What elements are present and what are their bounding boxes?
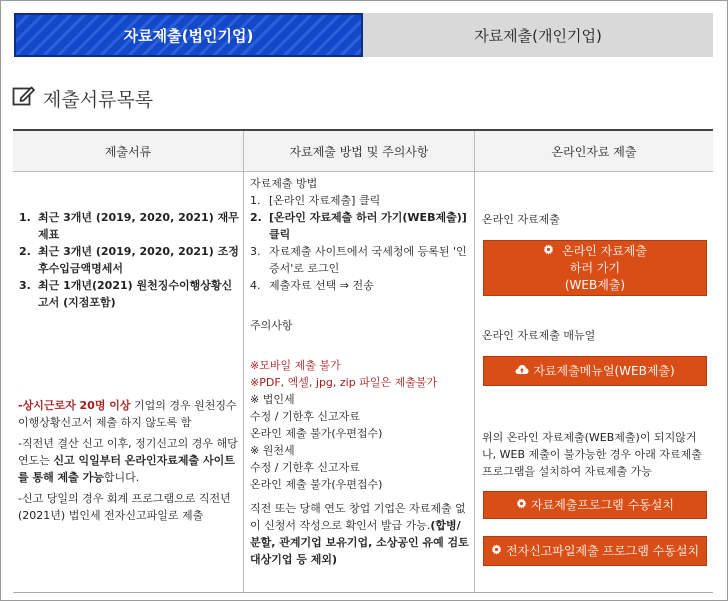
documents-notes [18,397,240,528]
caution-title: 주의사항 [250,319,293,332]
documents-list [19,209,239,311]
list-item: 2. [온라인 자료제출 하러 가기(WEB제출)] 클릭 [250,211,467,241]
list-item: 2. 최근 3개년 (2019, 2020, 2021) 조정후수입금액명세서 [19,245,239,275]
online-manual-label: 온라인 자료제출 매뉴얼 [482,329,596,342]
method-title: 자료제출 방법 [250,177,318,190]
cloud-upload-icon [515,363,533,380]
startup-note: 직전 또는 당해 연도 창업 기업은 자료제출 없이 신청서 작성으로 확인서 발급 가능.(합병/분할, 관계기업 보유기업, 소상공인 유예 검토 대상기업 등 제외) [250,502,469,566]
header-method: 자료제출 방법 및 주의사항 [289,144,429,159]
table-header [13,131,713,172]
caution-mobile: ※모바일 제출 불가 [250,359,341,372]
caution-list [250,357,470,493]
edit-icon [12,85,43,112]
list-item: 3. 자료제출 사이트에서 국세청에 등록된 '인증서'로 로그인 [250,245,467,275]
caution-filetypes: ※PDF, 엑셀, jpg, zip 파일은 제출불가 [250,376,438,389]
online-submit-button[interactable]: 온라인 자료제출 하러 가기 (WEB제출) [483,240,707,296]
online-submit-label: 온라인 자료제출 [482,213,560,226]
list-item: 1. [온라인 자료제출] 클릭 [250,194,381,207]
header-online: 온라인자료 제출 [551,144,637,159]
fallback-instructions: 위의 온라인 자료제출(WEB제출)이 되지않거나, WEB 제출이 불가능한 경우 아래 자료제출프로그램을 설치하여 자료제출 가능 [482,431,702,478]
note-employees: -상시근로자 20명 이상 기업의 경우 원천징수이행상황신고서 제출 하지 않도록 함 [18,399,237,429]
list-item: 1. 최근 3개년 (2019, 2020, 2021) 재무제표 [19,211,239,241]
list-item: 4. 제출자료 선택 ⇒ 전송 [250,279,374,292]
section-title-text: 제출서류목록 [43,89,154,111]
caution-withholding-line: 수정 / 기한후 신고자료 [250,461,360,474]
caution-corp-tax: ※ 법인세 [250,393,295,406]
tab-individual[interactable]: 자료제출(개인기업) [363,13,713,57]
submission-tabs [14,13,713,57]
program-install-button[interactable]: 자료제출프로그램 수동설치 [483,491,707,519]
list-item: 3. 최근 1개년(2021) 원천징수이행상황신고서 (지점포함) [19,279,233,309]
documents-cell [13,171,243,592]
note-regular-filing: -직전년 결산 신고 이후, 정기신고의 경우 해당연도는 신고 익일부터 온라인자료제출 사이트를 통해 제출 가능합니다. [18,437,238,484]
online-submit-cell [475,171,713,592]
method-cell [244,171,474,592]
caution-corp-tax-line: 온라인 제출 불가(우편접수) [250,427,383,440]
caution-withholding-line: 온라인 제출 불가(우편접수) [250,478,383,491]
tab-corporate[interactable]: 자료제출(법인기업) [14,13,363,57]
header-documents: 제출서류 [104,144,152,159]
caution-corp-tax-line: 수정 / 기한후 신고자료 [250,410,360,423]
gear-icon [516,497,531,514]
gear-icon [543,243,558,260]
e-filing-install-button[interactable]: 전자신고파일제출 프로그램 수동설치 [483,536,707,566]
gear-icon [491,543,506,560]
method-steps [250,175,470,294]
caution-withholding-tax: ※ 원천세 [250,444,295,457]
manual-download-button[interactable]: 자료제출메뉴얼(WEB제출) [483,356,707,386]
section-title [12,85,153,112]
documents-table [13,129,713,593]
note-same-day: -신고 당일의 경우 회계 프로그램으로 직전년(2021년) 법인세 전자신고파일로 제출 [18,492,231,522]
